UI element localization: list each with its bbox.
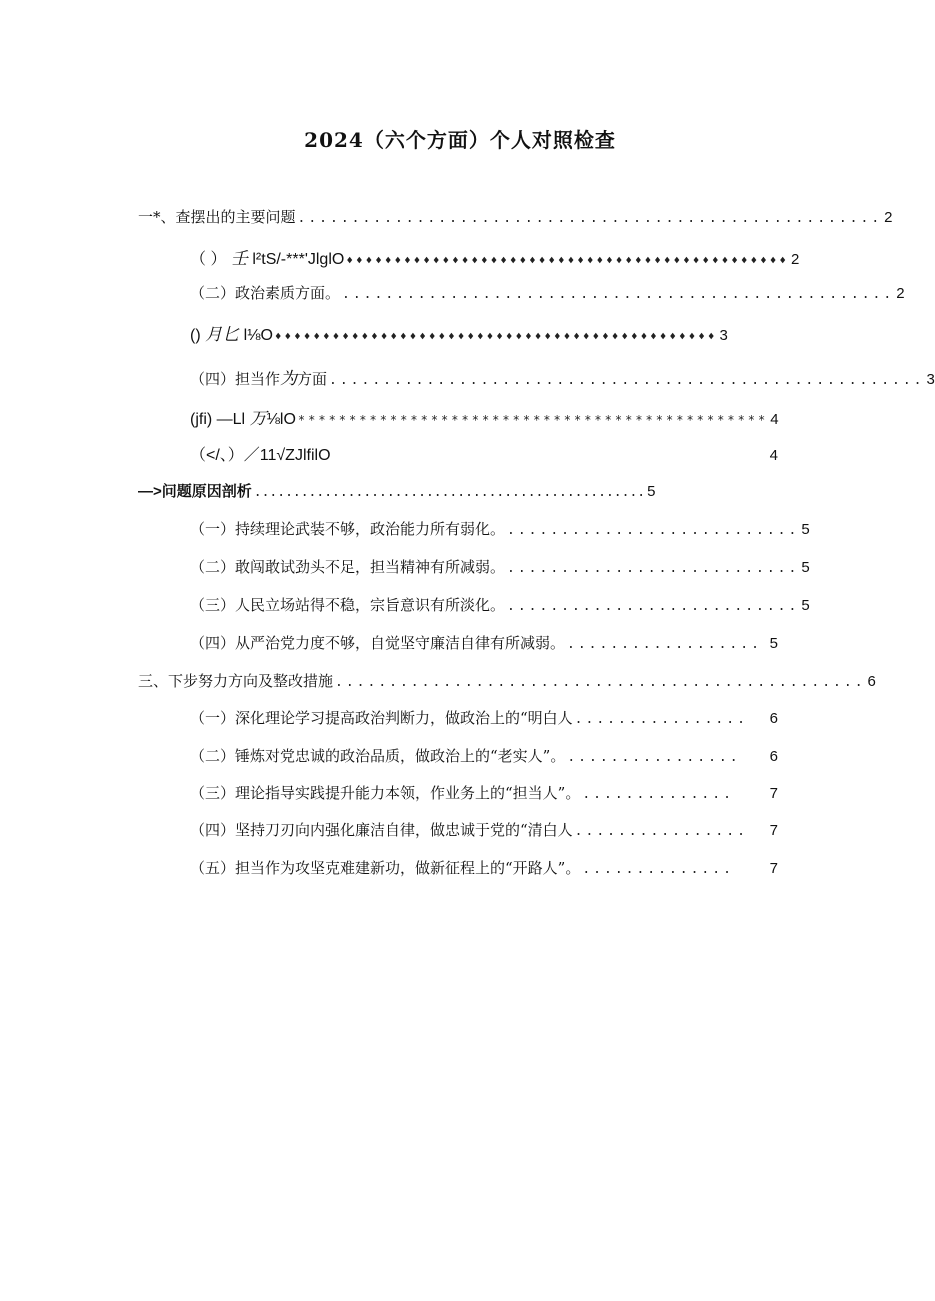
toc-entry-1-5[interactable] [190,404,779,429]
toc-entry-label: （</、）／11√ZJlfilO [190,447,331,464]
toc-leader-dots: .................. [567,637,762,652]
toc-entry-label: （四）从严治党力度不够，自觉坚守廉洁自律有所减弱。 [190,634,566,652]
toc-entry-label: （三）理论指导实践提升能力本领，作业务上的“担当人”。 [190,784,581,802]
toc-entry-label: （三）人民立场站得不稳，宗旨意识有所淡化。 [190,596,506,614]
toc-entry-label-prefix: （四）担当作 [190,370,281,388]
toc-entry-label: 三、下步努力方向及整改措施 [138,672,334,690]
toc-page-number: 4 [769,447,778,464]
toc-page-number: 7 [769,822,778,839]
toc-entry-1-1[interactable] [190,244,800,269]
toc-leader-dots: .................................................. [253,485,646,500]
toc-leader-dots: ********************************************** [297,413,769,427]
toc-page-number: 5 [801,559,810,576]
toc-leader-dots: .............. [582,787,734,802]
toc-entry-3-2[interactable] [190,745,778,769]
toc-page-number: 2 [790,251,800,268]
toc-entry-3-5[interactable] [190,857,778,881]
toc-entry-label: （一）持续理论武装不够，政治能力所有弱化。 [190,520,506,538]
toc-page-number: 4 [770,411,779,428]
toc-entry-label [190,364,327,389]
toc-entry-2-4[interactable] [190,632,778,656]
toc-entry-3-3[interactable] [190,782,778,806]
toc-entry-section-2[interactable] [138,480,656,504]
toc-entry-1-3[interactable] [190,320,728,345]
toc-leader-dots: ................................................. [335,675,866,690]
toc-page-number: 7 [769,860,778,877]
toc-leader-dots: ♦♦♦♦♦♦♦♦♦♦♦♦♦♦♦♦♦♦♦♦♦♦♦♦♦♦♦♦♦♦♦♦♦♦♦♦♦♦♦♦♦♦♦♦♦♦ [274,330,718,343]
toc-entry-label-glyph: 万 [249,409,267,429]
toc-page-number: 2 [896,285,905,302]
toc-leader-dots: ................ [567,750,741,765]
toc-leader-dots: ................................................... [342,287,895,302]
toc-page-number: 6 [769,710,778,727]
toc-page-number: 5 [647,483,656,500]
toc-entry-label-prefix: (jfi) —Ll [190,411,246,428]
document-title: 2024（六个方面）个人对照检查 [304,128,616,152]
toc-entry-label: 一*、查摆出的主要问题 [138,208,296,226]
toc-entry-label: （四）坚持刀刃向内强化廉洁自律，做忠诚于党的“清白人 [190,821,573,839]
toc-entry-1-2[interactable] [190,282,905,306]
toc-entry-label-glyph: 月匕 [205,325,240,345]
toc-page-number: 5 [801,597,810,614]
toc-entry-label-prefix: () [190,327,201,344]
toc-page-number: 5 [769,635,778,652]
toc-leader-dots: ...................................................... [297,211,883,226]
toc-leader-dots: ................ [574,824,748,839]
toc-entry-label [190,404,296,429]
toc-page-number: 7 [769,785,778,802]
toc-leader-dots: ....................................................... [329,373,925,388]
toc-entry-2-3[interactable] [190,594,810,618]
toc-entry-1-4[interactable] [190,364,935,389]
toc-page-number: 2 [884,209,893,226]
toc-entry-section-1[interactable] [138,206,893,230]
toc-entry-label-suffix: 方面 [297,370,328,388]
toc-entry-label: —>问题原因剖析 [138,483,252,500]
toc-entry-label: （一）深化理论学习提高政治判断力，做政治上的“明白人 [190,709,573,727]
toc-entry-3-1[interactable] [190,707,778,731]
toc-page-number: 3 [719,327,728,344]
toc-entry-section-3[interactable] [138,670,876,694]
toc-entry-2-2[interactable] [190,556,810,580]
toc-entry-label: （二）锤炼对党忠诚的政治品质，做政治上的“老实人”。 [190,747,566,765]
toc-entry-2-1[interactable] [190,518,810,542]
toc-entry-label [190,320,273,345]
toc-entry-label-suffix: l⅛O [243,327,273,344]
toc-entry-label: （二）敢闯敢试劲头不足，担当精神有所减弱。 [190,558,506,576]
toc-entry-label-suffix: ⅛lO [266,411,296,428]
toc-entry-label: （二）政治素质方面。 [190,284,341,302]
toc-page-number: 5 [801,521,810,538]
toc-leader-dots: ........................... [507,523,800,538]
toc-leader-dots: ................ [574,712,748,727]
toc-page-number: 3 [926,371,935,388]
toc-page-number: 6 [769,748,778,765]
toc-page-number: 6 [867,673,876,690]
toc-leader-dots: .............. [582,862,734,877]
toc-leader-dots: ........................... [507,561,800,576]
toc-entry-label-prefix: （ ） [190,251,227,268]
toc-entry-1-6[interactable] [190,442,778,466]
toc-leader-dots: ........................... [507,599,800,614]
toc-leader-dots: ♦♦♦♦♦♦♦♦♦♦♦♦♦♦♦♦♦♦♦♦♦♦♦♦♦♦♦♦♦♦♦♦♦♦♦♦♦♦♦♦♦♦♦♦♦♦ [346,254,789,267]
toc-entry-label-glyph: 壬 [230,249,248,269]
toc-entry-label-glyph: 为 [280,369,298,389]
toc-entry-label: （五）担当作为攻坚克难建新功，做新征程上的“开路人”。 [190,859,581,877]
toc-entry-label [190,244,344,269]
toc-entry-label-suffix: l²tS/-***'JlglO [252,251,345,268]
toc-entry-3-4[interactable] [190,819,778,843]
